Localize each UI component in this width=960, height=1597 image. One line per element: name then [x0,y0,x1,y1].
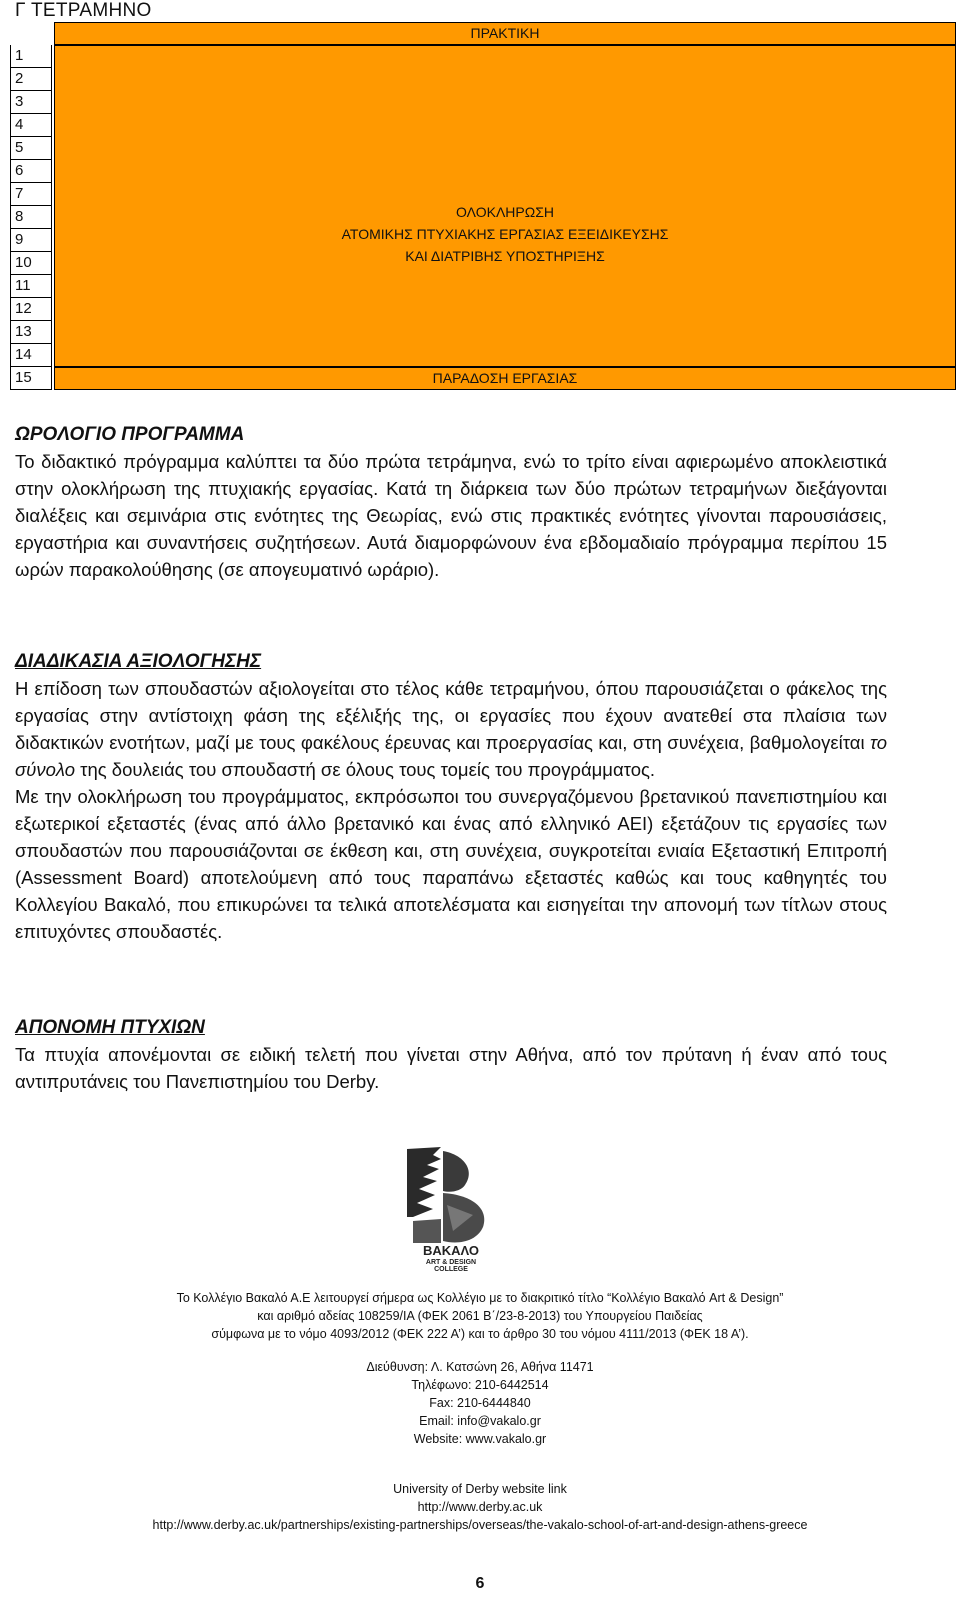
week-number: 11 [10,275,52,298]
thesis-block [54,45,956,367]
week-number: 4 [10,114,52,137]
address: Διεύθυνση: Λ. Κατσώνη 26, Αθήνα 11471 [366,1360,594,1374]
assessment-section [15,648,887,945]
logo-tagline: COLLEGE [434,1266,468,1273]
week-number: 14 [10,344,52,367]
contact-info [0,1358,960,1448]
degrees-heading-text: ΑΠΟΝΟΜΗ ΠΤΥΧΙΩΝ [15,1017,205,1038]
week-number: 1 [10,45,52,68]
degrees-section [15,1014,887,1095]
week-number: 7 [10,183,52,206]
week-number: 15 [10,367,52,390]
vakalo-logo-mark [403,1145,499,1273]
derby-partnership-link[interactable]: http://www.derby.ac.uk/partnerships/existing-partnerships/overseas/the-vakalo-school-of-art-and-design-athens-greece [152,1518,808,1532]
week-number: 12 [10,298,52,321]
page-number: 6 [475,1575,485,1592]
table-header-row [10,22,956,45]
phone: Τηλέφωνο: 210-6442514 [411,1378,549,1392]
semester-title: Γ ΤΕΤΡΑΜΗΝΟ [15,0,152,21]
week-number: 13 [10,321,52,344]
week-15-label: ΠΑΡΑΔΟΣΗ ΕΡΓΑΣΙΑΣ [432,370,578,386]
derby-link[interactable]: http://www.derby.ac.uk [417,1500,543,1514]
assessment-text: Η επίδοση των σπουδαστών αξιολογείται στο τέλος κάθε τετραμήνου, όπου παρουσιάζεται ο φάκελος της εργασίας στην αντίστοιχη φάση της εξέλιξής της, οι εργασίες που έχουν ανατεθεί στα πλαίσια των διδακτικών ενοτήτων, μαζί με τους φακέλους έρευνας και προεργασίας και, στη συνέχεια, βαθμολογείται [15,678,887,753]
week-number: 9 [10,229,52,252]
week-number: 2 [10,68,52,91]
week-number: 5 [10,137,52,160]
timetable-heading: ΩΡΟΛΟΓΙΟ ΠΡΟΓΡΑΜΜΑ [15,424,245,445]
thesis-line: ΚΑΙ ΔΙΑΤΡΙΒΗΣ ΥΠΟΣΤΗΡΙΞΗΣ [405,248,605,264]
legal-line: Το Κολλέγιο Βακαλό Α.Ε λειτουργεί σήμερα ως Κολλέγιο με το διακριτικό τίτλο “Κολλέγιο Βακαλό Art & Design” [176,1291,784,1305]
week-number: 6 [10,160,52,183]
vakalo-logo [403,1145,499,1273]
assessment-emphasis: το σύνολο [15,732,887,780]
timetable-body: Το διδακτικό πρόγραμμα καλύπτει τα δύο πρώτα τετράμηνα, ενώ το τρίτο είναι αφιερωμένο αποκλειστικά στην ολοκλήρωση της πτυχιακής εργασίας. Κατά τη διάρκεια των δύο πρώτων τετραμήνων διεξάγονται διαλέξεις και σεμινάρια στις ενότητες της Θεωρίας, ενώ στις πρακτικές ενότητες γίνονται παρουσιάσεις, εργαστήρια και συναντήσεις συζητήσεων. Αυτά διαμορφώνουν ένα εβδομαδιαίο πρόγραμμα περίπου 15 ωρών παρακολούθησης (σε απογευματινό ωράριο). [15,451,887,580]
derby-links [0,1480,960,1534]
legal-line: σύμφωνα με το νόμο 4093/2012 (ΦΕΚ 222 Α’) και το άρθρο 30 του νόμου 4111/2013 (ΦΕΚ 18 Α’). [211,1327,749,1341]
legal-info [0,1289,960,1343]
derby-link-label: University of Derby website link [393,1482,567,1496]
legal-line: και αριθμό αδείας 108259/ΙΑ (ΦΕΚ 2061 Β΄/23-8-2013) του Υπουργείου Παιδείας [257,1309,703,1323]
email: Email: info@vakalo.gr [419,1414,541,1428]
week-number: 8 [10,206,52,229]
week-number: 10 [10,252,52,275]
header-label: ΠΡΑΚΤΙΚΗ [470,25,540,41]
assessment-paragraph-2: Με την ολοκλήρωση του προγράμματος, εκπρόσωποι του συνεργαζόμενου βρετανικού πανεπιστημίου και εξωτερικοί εξεταστές (ένας από άλλο βρετανικό και ένας από ελληνικό ΑΕΙ) εξετάζουν τις εργασίες των σπουδαστών που παρουσιάζονται σε έκθεση και, στη συνέχεια, συγκροτείται ενιαία Εξεταστική Επιτροπή (Assessment Board) αποτελούμενη από τους παραπάνω εξεταστές καθώς και τους καθηγητές του Κολλεγίου Βακαλό, που επικυρώνει τα τελικά αποτελέσματα και εισηγείται την απονομή των τίτλων στους επιτυχόντες σπουδαστές. [15,786,887,942]
logo-tagline: ART & DESIGN [425,1259,477,1266]
assessment-heading: ΔΙΑΔΙΚΑΣΙΑ ΑΞΙΟΛΟΓΗΣΗΣ [15,651,262,672]
thesis-line: ΟΛΟΚΛΗΡΩΣΗ [456,204,554,220]
logo-wordmark: ΒΑΚΑΛΟ [423,1243,479,1258]
week-number: 3 [10,91,52,114]
degrees-heading [15,1014,887,1041]
assessment-paragraph-1 [15,675,887,783]
assessment-text: της δουλειάς του σπουδαστή σε όλους τους τομείς του προγράμματος. [75,759,656,780]
website: Website: www.vakalo.gr [413,1432,547,1446]
fax: Fax: 210-6444840 [429,1396,531,1410]
timetable-section [15,421,887,583]
table-row [10,367,956,390]
thesis-line: ΑΤΟΜΙΚΗΣ ΠΤΥΧΙΑΚΗΣ ΕΡΓΑΣΙΑΣ ΕΞΕΙΔΙΚΕΥΣΗΣ [341,226,669,242]
degrees-body: Τα πτυχία απονέμονται σε ειδική τελετή που γίνεται στην Αθήνα, από τον πρύτανη ή έναν από τους αντιπρυτάνεις του Πανεπιστημίου του Derby. [15,1044,887,1092]
thesis-label [55,201,955,267]
